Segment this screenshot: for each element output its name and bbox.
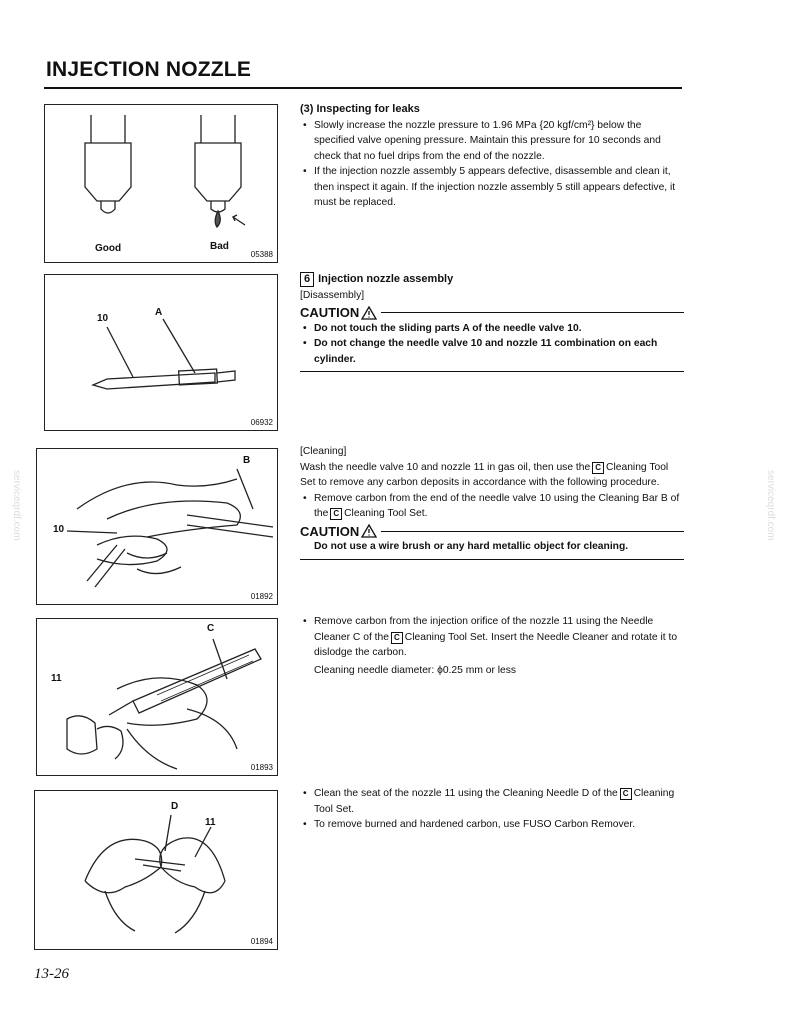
tool-set-icon: C	[592, 462, 604, 474]
subheading-cleaning: [Cleaning]	[300, 446, 347, 457]
subheading-disassembly: [Disassembly]	[300, 289, 365, 301]
label-part-11: 11	[205, 817, 216, 828]
list-item: • Remove carbon from the injection orifice of the nozzle 11 using the Needle Cleaner C of the C Cleaning Tool Set. Insert the Needle Cleaner and rotate it to dislodge the carbon.	[300, 614, 684, 661]
label-good: Good	[95, 243, 122, 254]
caution-item: • Do not change the needle valve 10 and nozzle 11 combination on each cylinder.	[300, 336, 684, 367]
section-inspecting-leaks	[300, 102, 684, 211]
label-tool-c: C	[207, 623, 215, 634]
tool-set-icon: C	[620, 788, 632, 800]
section-cleaning	[300, 444, 684, 560]
warning-triangle-icon	[361, 524, 377, 538]
page-title: INJECTION NOZZLE	[46, 58, 252, 81]
label-part-10: 10	[97, 313, 109, 324]
figure-cleaning-bar	[36, 448, 278, 605]
figure-needle-cleaner	[36, 618, 278, 776]
caution-label: CAUTION	[300, 305, 360, 320]
cleaning-intro: Wash the needle valve 10 and nozzle 11 in gas oil, then use the C Cleaning Tool Set to remove any carbon deposits in accordance with the following procedure.	[300, 461, 669, 488]
label-tool-d: D	[171, 801, 179, 812]
label-tool-b: B	[243, 455, 251, 466]
caution-header	[300, 305, 684, 321]
caution-end-rule	[300, 559, 684, 560]
figure-leak-check	[44, 104, 278, 263]
cleaning-bar-illustration	[37, 449, 277, 604]
figure-number: 06932	[250, 418, 273, 427]
section-orifice	[300, 614, 684, 678]
needle-cleaner-illustration	[37, 619, 277, 775]
caution-item: • Do not touch the sliding parts A of the needle valve 10.	[300, 321, 684, 337]
section-heading: Injection nozzle assembly	[318, 273, 454, 285]
section-seat	[300, 786, 684, 833]
list-item: • To remove burned and hardened carbon, use FUSO Carbon Remover.	[300, 817, 684, 833]
watermark-right: serviceqrdf.com	[765, 470, 776, 541]
figure-number: 05388	[250, 250, 273, 259]
tool-set-icon: C	[330, 508, 342, 520]
list-item: • Slowly increase the nozzle pressure to 1.96 MPa {20 kgf/cm²} below the specified valve opening pressure. Maintain this pressure for 10 seconds and check that no fuel drips from the end of the nozzle.	[300, 118, 684, 165]
label-bad: Bad	[210, 241, 229, 252]
figure-number: 01893	[250, 763, 273, 772]
title-divider	[44, 87, 682, 89]
section-nozzle-assembly	[300, 272, 684, 372]
page-number: 13-26	[34, 966, 69, 982]
figure-needle-valve	[44, 274, 278, 431]
figure-number: 01894	[250, 937, 273, 946]
label-point-a: A	[155, 307, 163, 318]
list-item: • Remove carbon from the end of the needle valve 10 using the Cleaning Bar B of the C Cleaning Tool Set.	[300, 491, 684, 522]
needle-valve-illustration	[45, 275, 277, 430]
tool-set-icon: C	[391, 632, 403, 644]
item-number-box: 6	[300, 272, 314, 287]
nozzle-leak-illustration	[45, 105, 277, 262]
caution-label: CAUTION	[300, 523, 360, 539]
list-item: • Clean the seat of the nozzle 11 using the Cleaning Needle D of the C Cleaning Tool Set.	[300, 786, 684, 817]
section-heading: (3) Inspecting for leaks	[300, 103, 420, 115]
needle-diameter-note: Cleaning needle diameter: ϕ0.25 mm or less	[314, 664, 517, 676]
figure-cleaning-needle	[34, 790, 278, 950]
caution-end-rule	[300, 371, 684, 372]
watermark-left: serviceqrdf.com	[11, 470, 22, 541]
label-part-10: 10	[53, 524, 65, 535]
cleaning-needle-illustration	[35, 791, 277, 949]
list-item: • If the injection nozzle assembly 5 appears defective, disassemble and clean it, then inspect it again. If the injection nozzle assembly 5 still appears defective, it must be replaced.	[300, 164, 684, 211]
warning-triangle-icon	[361, 306, 377, 320]
caution-header	[300, 524, 684, 540]
label-part-11: 11	[51, 673, 62, 684]
caution-item: Do not use a wire brush or any hard metallic object for cleaning.	[314, 541, 629, 552]
figure-number: 01892	[250, 592, 273, 601]
